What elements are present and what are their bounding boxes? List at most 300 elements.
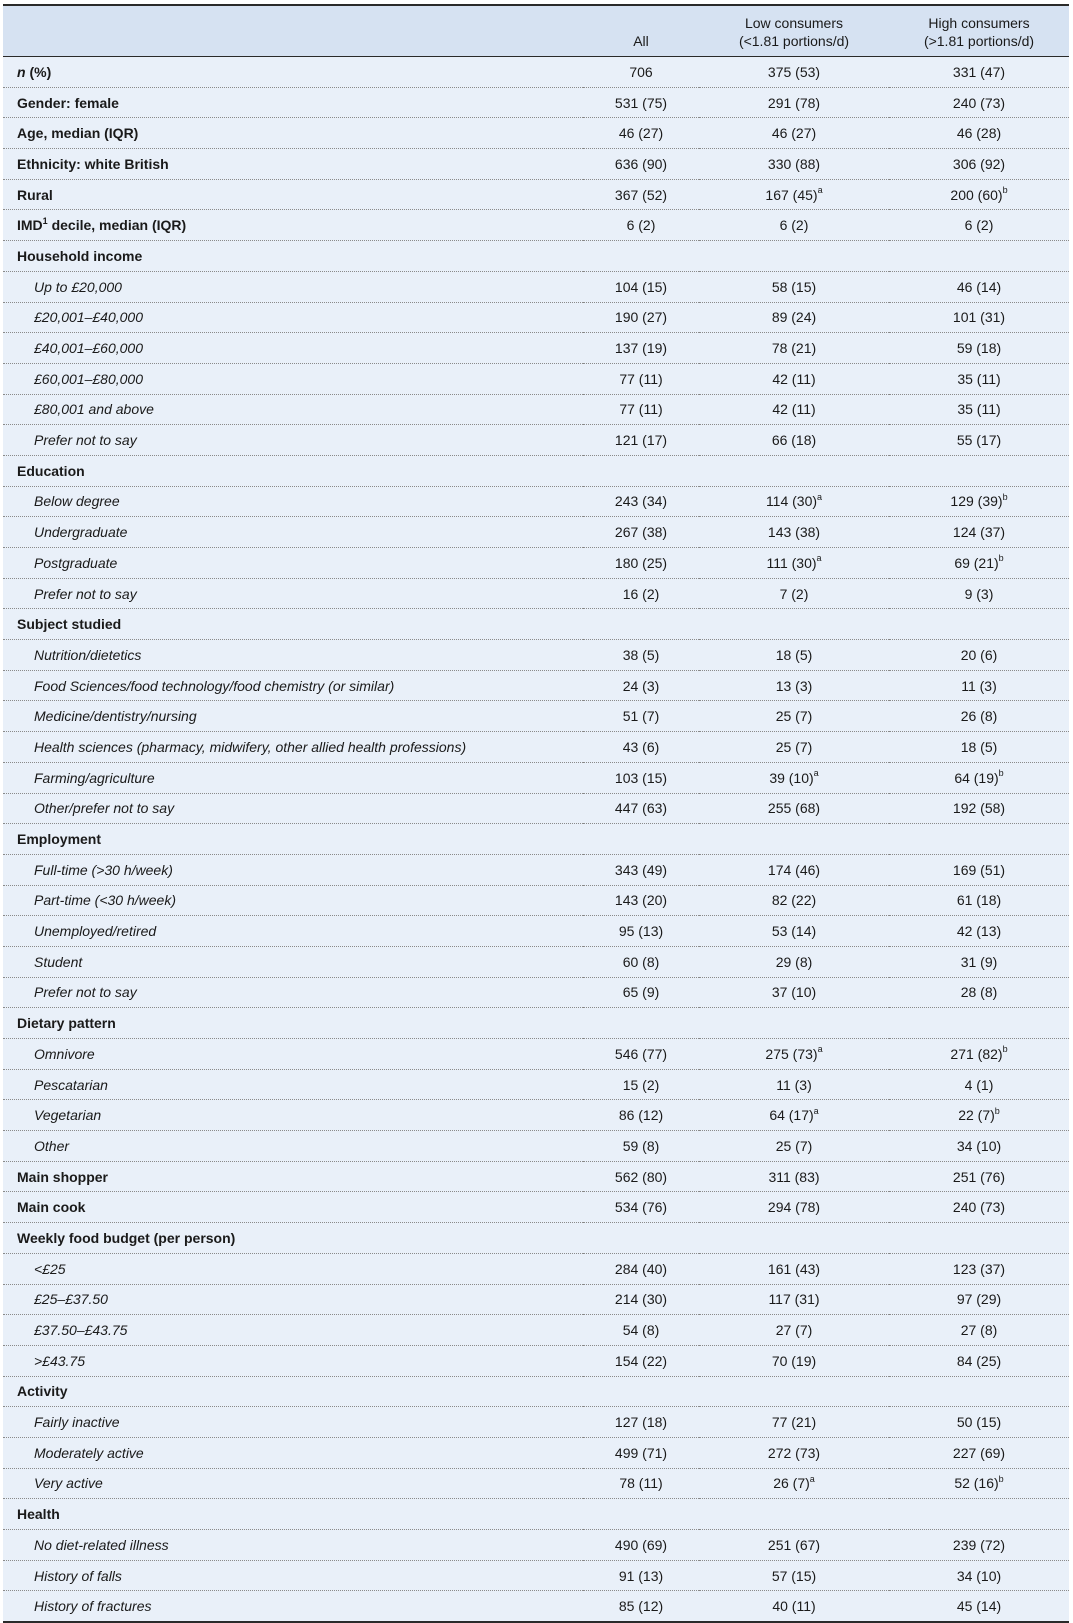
cell-high-consumers — [889, 609, 1069, 640]
cell-value: 46 (28) — [956, 125, 1002, 142]
cell-low-consumers — [699, 302, 889, 333]
row-label-text: Omnivore — [34, 1045, 95, 1062]
cell-all — [583, 57, 699, 88]
cell-value: 117 (31) — [768, 1291, 820, 1308]
cell-low-consumers — [699, 1560, 889, 1591]
cell-value: 27 (7) — [775, 1322, 813, 1339]
cell-value: 46 (14) — [956, 278, 1002, 295]
row-label-text: Employment — [17, 831, 102, 848]
cell-value: 272 (73) — [767, 1444, 821, 1461]
significance-marker: b — [998, 768, 1004, 778]
cell-high-consumers — [889, 1315, 1069, 1346]
cell-low-consumers — [699, 1223, 889, 1254]
cell-value: 58 (15) — [771, 278, 817, 295]
cell-low-consumers — [699, 1161, 889, 1192]
cell-high-consumers — [889, 1499, 1069, 1530]
cell-low-consumers — [699, 916, 889, 947]
cell-value: 29 (8) — [775, 953, 813, 970]
cell-value: 6 (2) — [626, 217, 656, 234]
row-label-text: £60,001–£80,000 — [34, 370, 143, 387]
cell-value: 18 (5) — [775, 646, 813, 663]
table-row — [3, 701, 1069, 732]
cell-value: 104 (15) — [614, 278, 668, 295]
row-label — [3, 149, 583, 180]
cell-low-consumers — [699, 241, 889, 272]
significance-marker: b — [998, 553, 1004, 564]
cell-value: 137 (19) — [614, 340, 668, 357]
cell-low-consumers — [699, 118, 889, 149]
cell-all — [583, 210, 699, 241]
cell-all — [583, 1560, 699, 1591]
cell-all — [583, 425, 699, 456]
cell-high-consumers — [889, 1253, 1069, 1284]
cell-high-consumers — [889, 455, 1069, 486]
cell-all — [583, 1131, 699, 1162]
cell-value: 64 (17) — [769, 1107, 814, 1124]
cell-value: 43 (6) — [622, 738, 660, 755]
row-label-text: Very active — [34, 1475, 103, 1492]
row-label — [3, 333, 583, 364]
cell-value: 127 (18) — [614, 1414, 668, 1431]
table-row — [3, 394, 1069, 425]
row-label — [3, 885, 583, 916]
row-label — [3, 854, 583, 885]
row-label — [3, 57, 583, 88]
cell-high-consumers — [889, 793, 1069, 824]
header-low-line1: Low consumers — [744, 15, 844, 31]
row-label-text: <£25 — [34, 1260, 66, 1277]
cell-high-consumers — [889, 1560, 1069, 1591]
cell-value: 706 — [629, 63, 653, 80]
cell-all — [583, 1253, 699, 1284]
row-label-text: Medicine/dentistry/nursing — [34, 708, 197, 725]
table-row — [3, 210, 1069, 241]
significance-marker: a — [813, 768, 819, 778]
table-row — [3, 1315, 1069, 1346]
cell-high-consumers — [889, 1407, 1069, 1438]
cell-value: 534 (76) — [614, 1199, 668, 1216]
cell-value: 38 (5) — [622, 646, 660, 663]
cell-value: 161 (43) — [767, 1260, 821, 1277]
cell-high-consumers — [889, 1437, 1069, 1468]
cell-low-consumers — [699, 1192, 889, 1223]
table-row — [3, 1530, 1069, 1561]
row-label — [3, 732, 583, 763]
row-label — [3, 363, 583, 394]
cell-value: 143 (38) — [767, 524, 821, 541]
row-label-text: Health — [17, 1506, 60, 1523]
cell-value: 255 (68) — [767, 800, 821, 817]
cell-high-consumers — [889, 57, 1069, 88]
table-row — [3, 854, 1069, 885]
cell-low-consumers — [699, 149, 889, 180]
cell-value: 89 (24) — [771, 309, 817, 326]
cell-low-consumers — [699, 1315, 889, 1346]
cell-low-consumers — [699, 1530, 889, 1561]
row-label-text: Postgraduate — [34, 554, 118, 571]
cell-high-consumers — [889, 1345, 1069, 1376]
cell-value: 35 (11) — [957, 370, 1001, 387]
cell-value: 9 (3) — [964, 585, 994, 602]
cell-value: 192 (58) — [952, 800, 1006, 817]
table-row — [3, 486, 1069, 517]
row-label-text: £25–£37.50 — [34, 1291, 108, 1308]
cell-high-consumers — [889, 578, 1069, 609]
row-label — [3, 302, 583, 333]
row-label — [3, 609, 583, 640]
cell-all — [583, 1100, 699, 1131]
row-label — [3, 1468, 583, 1499]
row-label-text: No diet-related illness — [34, 1536, 169, 1553]
cell-low-consumers — [699, 1407, 889, 1438]
cell-value: 42 (13) — [956, 923, 1002, 940]
cell-value: 124 (37) — [952, 524, 1006, 541]
cell-value: 54 (8) — [622, 1322, 660, 1339]
row-label — [3, 916, 583, 947]
cell-all — [583, 1192, 699, 1223]
row-label — [3, 517, 583, 548]
cell-low-consumers — [699, 394, 889, 425]
cell-value: 546 (77) — [614, 1045, 668, 1062]
cell-value: 275 (73) — [765, 1045, 818, 1062]
cell-high-consumers — [889, 701, 1069, 732]
cell-value: 78 (21) — [771, 340, 817, 357]
row-label — [3, 1407, 583, 1438]
cell-value: 26 (8) — [960, 708, 998, 725]
cell-high-consumers — [889, 302, 1069, 333]
cell-low-consumers — [699, 1499, 889, 1530]
header-high-line2: (>1.81 portions/d) — [923, 33, 1035, 49]
cell-value: 190 (27) — [614, 309, 668, 326]
significance-marker: a — [817, 491, 823, 502]
table-row — [3, 271, 1069, 302]
row-label-text: Prefer not to say — [34, 984, 137, 1001]
table-row — [3, 241, 1069, 272]
row-label-text: £20,001–£40,000 — [34, 309, 143, 326]
cell-value: 64 (19) — [954, 769, 999, 786]
table-row — [3, 977, 1069, 1008]
cell-value: 7 (2) — [779, 585, 809, 602]
cell-value: 214 (30) — [614, 1291, 668, 1308]
cell-value: 13 (3) — [775, 677, 813, 694]
cell-high-consumers — [889, 670, 1069, 701]
cell-low-consumers — [699, 640, 889, 671]
cell-all — [583, 333, 699, 364]
row-label-text: Main cook — [17, 1199, 86, 1216]
table-row — [3, 1039, 1069, 1070]
cell-value: 84 (25) — [956, 1352, 1002, 1369]
cell-low-consumers — [699, 1039, 889, 1070]
cell-high-consumers — [889, 486, 1069, 517]
cell-all — [583, 548, 699, 579]
cell-value: 34 (10) — [956, 1567, 1002, 1584]
cell-all — [583, 1284, 699, 1315]
cell-all — [583, 486, 699, 517]
cell-value: 267 (38) — [614, 524, 668, 541]
row-label-text: History of falls — [34, 1567, 122, 1584]
cell-value: 77 (21) — [771, 1414, 817, 1431]
cell-value: 251 (76) — [952, 1168, 1006, 1185]
row-label-text: Ethnicity: white British — [17, 155, 169, 172]
cell-value: 240 (73) — [952, 94, 1006, 111]
header-low-line2: (<1.81 portions/d) — [738, 33, 850, 49]
cell-all — [583, 916, 699, 947]
cell-value: 27 (8) — [960, 1322, 998, 1339]
cell-low-consumers — [699, 548, 889, 579]
cell-value: 60 (8) — [622, 953, 660, 970]
cell-value: 16 (2) — [622, 585, 660, 602]
cell-high-consumers — [889, 977, 1069, 1008]
cell-value: 18 (5) — [960, 738, 998, 755]
cell-value: 25 (7) — [775, 1137, 813, 1154]
table-row — [3, 333, 1069, 364]
cell-all — [583, 1315, 699, 1346]
table-row — [3, 1253, 1069, 1284]
cell-low-consumers — [699, 732, 889, 763]
cell-value: 169 (51) — [952, 861, 1006, 878]
row-label-text: Vegetarian — [34, 1107, 102, 1124]
row-label — [3, 1530, 583, 1561]
cell-high-consumers — [889, 1131, 1069, 1162]
cell-all — [583, 1591, 699, 1622]
cell-all — [583, 578, 699, 609]
row-label-text: Household income — [17, 247, 143, 264]
row-label — [3, 762, 583, 793]
cell-high-consumers — [889, 87, 1069, 118]
cell-low-consumers — [699, 1376, 889, 1407]
table-body — [3, 57, 1069, 1622]
table-row — [3, 57, 1069, 88]
table-row — [3, 640, 1069, 671]
table-row — [3, 1345, 1069, 1376]
row-label-text: Age, median (IQR) — [17, 125, 139, 142]
cell-value: 114 (30) — [765, 493, 818, 510]
significance-marker: b — [994, 1105, 1000, 1116]
table-row — [3, 1284, 1069, 1315]
cell-value: 59 (18) — [956, 340, 1002, 357]
cell-high-consumers — [889, 149, 1069, 180]
row-label — [3, 1315, 583, 1346]
cell-low-consumers — [699, 425, 889, 456]
cell-low-consumers — [699, 1284, 889, 1315]
row-label-text: Pescatarian — [34, 1076, 108, 1093]
cell-all — [583, 1468, 699, 1499]
row-label-text: Unemployed/retired — [34, 923, 157, 940]
cell-value: 143 (20) — [614, 892, 668, 909]
row-label — [3, 701, 583, 732]
row-label — [3, 793, 583, 824]
cell-low-consumers — [699, 179, 889, 210]
row-label — [3, 394, 583, 425]
cell-value: 562 (80) — [614, 1168, 668, 1185]
cell-value: 24 (3) — [622, 677, 660, 694]
row-label — [3, 425, 583, 456]
table-row — [3, 118, 1069, 149]
cell-low-consumers — [699, 1345, 889, 1376]
row-label-text: decile, median (IQR) — [47, 217, 187, 234]
cell-all — [583, 701, 699, 732]
cell-value: 101 (31) — [952, 309, 1006, 326]
cell-value: 95 (13) — [618, 923, 664, 940]
cell-all — [583, 1008, 699, 1039]
cell-value: 91 (13) — [618, 1567, 664, 1584]
cell-all — [583, 241, 699, 272]
cell-low-consumers — [699, 1069, 889, 1100]
cell-value: 42 (11) — [772, 401, 816, 418]
cell-high-consumers — [889, 548, 1069, 579]
cell-value: 343 (49) — [614, 861, 668, 878]
row-label — [3, 118, 583, 149]
row-label-text: History of fractures — [34, 1597, 152, 1614]
table-row — [3, 793, 1069, 824]
cell-value: 499 (71) — [614, 1444, 668, 1461]
cell-value: 69 (21) — [954, 554, 999, 571]
header-high-consumers — [889, 5, 1069, 57]
cell-all — [583, 670, 699, 701]
cell-all — [583, 793, 699, 824]
table-row — [3, 1591, 1069, 1622]
row-label-text: £37.50–£43.75 — [34, 1322, 128, 1339]
significance-marker: b — [1002, 491, 1008, 502]
characteristics-table — [3, 4, 1069, 1623]
table-row — [3, 455, 1069, 486]
cell-all — [583, 885, 699, 916]
table-row — [3, 1008, 1069, 1039]
row-label-text: Education — [17, 462, 85, 479]
table-row — [3, 1192, 1069, 1223]
row-label — [3, 1376, 583, 1407]
cell-high-consumers — [889, 271, 1069, 302]
row-label — [3, 1161, 583, 1192]
cell-all — [583, 149, 699, 180]
cell-high-consumers — [889, 333, 1069, 364]
cell-high-consumers — [889, 363, 1069, 394]
cell-value: 42 (11) — [772, 370, 816, 387]
cell-high-consumers — [889, 118, 1069, 149]
cell-low-consumers — [699, 701, 889, 732]
cell-low-consumers — [699, 1131, 889, 1162]
cell-all — [583, 517, 699, 548]
row-label-text: Other — [34, 1137, 70, 1154]
row-label-text: £80,001 and above — [34, 401, 154, 418]
cell-value: 55 (17) — [956, 432, 1002, 449]
footnote-marker: 1 — [42, 215, 48, 226]
cell-value: 39 (10) — [769, 769, 814, 786]
cell-low-consumers — [699, 609, 889, 640]
table-row — [3, 1161, 1069, 1192]
cell-high-consumers — [889, 1039, 1069, 1070]
cell-high-consumers — [889, 241, 1069, 272]
cell-value: 167 (45) — [765, 186, 818, 203]
row-label-text: Main shopper — [17, 1168, 109, 1185]
cell-high-consumers — [889, 762, 1069, 793]
cell-value: 227 (69) — [952, 1444, 1006, 1461]
cell-value: 65 (9) — [622, 984, 660, 1001]
significance-marker: a — [817, 1044, 823, 1055]
cell-all — [583, 824, 699, 855]
cell-value: 26 (7) — [773, 1475, 810, 1492]
table-row — [3, 1407, 1069, 1438]
cell-low-consumers — [699, 1008, 889, 1039]
cell-high-consumers — [889, 1223, 1069, 1254]
cell-value: 97 (29) — [956, 1291, 1002, 1308]
significance-marker: b — [1002, 184, 1008, 195]
table-row — [3, 578, 1069, 609]
table-row — [3, 1069, 1069, 1100]
row-label-text: Fairly inactive — [34, 1414, 120, 1431]
cell-value: 4 (1) — [964, 1076, 994, 1093]
row-label — [3, 87, 583, 118]
header-all-label: All — [633, 33, 649, 49]
cell-value: 11 (3) — [961, 677, 997, 694]
cell-value: 50 (15) — [956, 1414, 1002, 1431]
cell-value: 154 (22) — [614, 1352, 668, 1369]
cell-value: 103 (15) — [614, 769, 668, 786]
cell-high-consumers — [889, 854, 1069, 885]
cell-low-consumers — [699, 210, 889, 241]
row-label-text: Part-time (<30 h/week) — [34, 892, 176, 909]
row-label-text: Below degree — [34, 493, 120, 510]
table-row — [3, 762, 1069, 793]
cell-value: 77 (11) — [619, 401, 663, 418]
significance-marker: b — [1002, 1044, 1008, 1055]
cell-all — [583, 732, 699, 763]
table-container — [3, 4, 1069, 1623]
significance-marker: a — [813, 1105, 819, 1116]
table-row — [3, 885, 1069, 916]
cell-value: 22 (7) — [958, 1107, 995, 1124]
row-label-text: Farming/agriculture — [34, 769, 155, 786]
row-label — [3, 946, 583, 977]
cell-value: 240 (73) — [952, 1199, 1006, 1216]
cell-value: 15 (2) — [622, 1076, 660, 1093]
row-label-text: Health sciences (pharmacy, midwifery, other allied health professions) — [34, 738, 467, 755]
cell-value: 306 (92) — [952, 155, 1006, 172]
cell-value: 284 (40) — [614, 1260, 668, 1277]
row-label — [3, 670, 583, 701]
row-label — [3, 179, 583, 210]
cell-low-consumers — [699, 946, 889, 977]
cell-low-consumers — [699, 1591, 889, 1622]
significance-marker: a — [809, 1473, 815, 1484]
table-row — [3, 1499, 1069, 1530]
row-label-text: Up to £20,000 — [34, 278, 122, 295]
table-header-row — [3, 5, 1069, 57]
row-label-text: Nutrition/dietetics — [34, 646, 142, 663]
cell-high-consumers — [889, 885, 1069, 916]
cell-low-consumers — [699, 57, 889, 88]
table-row — [3, 149, 1069, 180]
significance-marker: b — [998, 1473, 1004, 1484]
row-label-text: Undergraduate — [34, 524, 128, 541]
cell-value: 46 (27) — [771, 125, 817, 142]
row-label — [3, 1284, 583, 1315]
cell-value: 77 (11) — [619, 370, 663, 387]
cell-high-consumers — [889, 1161, 1069, 1192]
cell-high-consumers — [889, 732, 1069, 763]
cell-all — [583, 1069, 699, 1100]
cell-all — [583, 1223, 699, 1254]
table-row — [3, 946, 1069, 977]
row-label — [3, 1253, 583, 1284]
table-row — [3, 425, 1069, 456]
cell-value: 46 (27) — [618, 125, 664, 142]
row-label — [3, 1499, 583, 1530]
cell-low-consumers — [699, 87, 889, 118]
cell-low-consumers — [699, 670, 889, 701]
cell-value: 35 (11) — [957, 401, 1001, 418]
cell-value: 239 (72) — [952, 1536, 1006, 1553]
